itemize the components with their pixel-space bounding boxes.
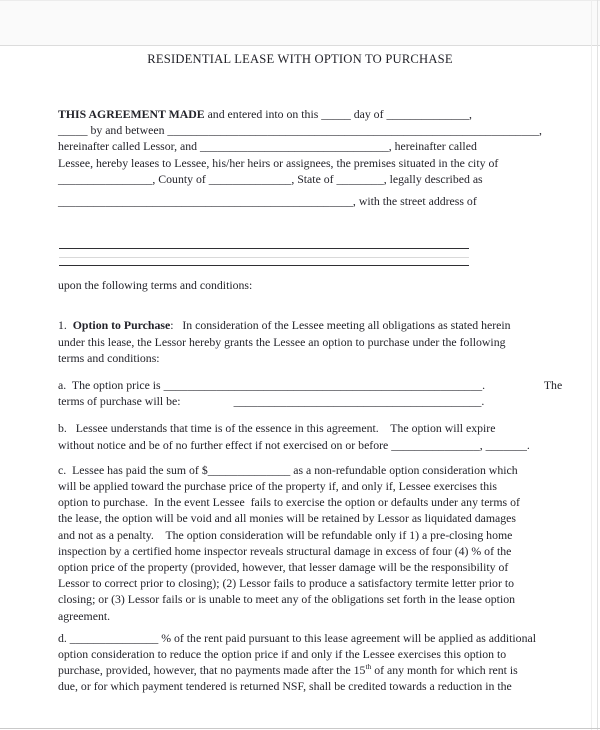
clause-d-line-post: of any month for which rent is: [371, 663, 518, 678]
intro-bold-lead: THIS AGREEMENT MADE: [58, 107, 205, 121]
address-blank-line: [59, 248, 469, 249]
clause-c-line: agreement.: [58, 608, 111, 623]
intro-line: ________________, County of ______________, State of ________, legally described as: [58, 171, 483, 186]
clause-c-line: the lease, the option will be void and all monies will be retained by Lessor as liquidated damages: [58, 511, 516, 526]
street-address-paragraph: [58, 193, 574, 209]
intro-paragraph: [58, 106, 574, 187]
clause-c-line: inspection by a certified home inspector reveals structural damage in excess of four (4) % of the: [58, 543, 512, 558]
clause-c-line: and not as a penalty. The option consideration will be refundable only if 1) a pre-closing home: [58, 527, 513, 542]
address-blank-line: [59, 265, 469, 266]
section-1-line-rest: : In consideration of the Lessee meeting all obligations as stated herein: [170, 318, 511, 333]
intro-line: _____ by and between _______________________________________________________________,: [58, 123, 542, 138]
clause-b-paragraph: [58, 420, 574, 452]
intro-line: hereinafter called Lessor, and ________________________________, hereinafter called: [58, 139, 477, 154]
clause-b-line: b. Lessee understands that time is of the essence in this agreement. The option will expire: [58, 421, 496, 436]
clause-c-line: c. Lessee has paid the sum of $______________ as a non-refundable option consideration which: [58, 462, 518, 477]
clause-c-line: closing; or (3) Lessor fails or is unable to meet any of the obligations set forth in the lease option: [58, 592, 516, 607]
intro-line: Lessee, hereby leases to Lessee, his/her heirs or assignees, the premises situated in the city of: [58, 155, 499, 170]
section-1-paragraph: [58, 317, 574, 366]
page-right-edge-line: [597, 0, 598, 730]
clause-c-line: will be applied toward the purchase price of the property if, and only if, Lessee exercises this: [58, 479, 497, 494]
clause-d-paragraph: [58, 630, 574, 695]
document-title: RESIDENTIAL LEASE WITH OPTION TO PURCHASE: [147, 52, 453, 66]
section-1-line: [58, 317, 574, 333]
clause-d-line: d. _______________ % of the rent paid pursuant to this lease agreement will be applied as additional: [58, 630, 536, 645]
section-number: 1.: [58, 318, 73, 333]
street-address-line: __________________________________________________, with the street address of: [58, 194, 477, 209]
section-1-line: under this lease, the Lessor hereby grants the Lessee an option to purchase under the following: [58, 334, 506, 349]
address-blank-line-faint: [59, 257, 469, 258]
clause-d-line: [58, 662, 574, 678]
superscript-th: th: [365, 662, 372, 672]
clause-d-line: due, or for which payment tendered is returned NSF, shall be credited towards a reduction in the: [58, 679, 512, 694]
section-1-line: terms and conditions:: [58, 350, 160, 365]
clause-c-line: option to purchase. In the event Lessee fails to exercise the option or defaults under any terms of: [58, 495, 520, 510]
page-bottom-border: [0, 728, 600, 729]
terms-intro-paragraph: [58, 277, 574, 293]
clause-d-line-pre: purchase, provided, however, that no payments made after the 15: [58, 663, 366, 678]
terms-intro-line: upon the following terms and conditions:: [58, 278, 253, 293]
clause-c-paragraph: [58, 462, 574, 624]
clause-c-line: option price of the property (provided, however, that lesser damage will be the responsibility of: [58, 560, 509, 575]
document-body: [58, 0, 574, 695]
page-right-edge-line: [591, 0, 592, 730]
clause-c-line: Lessor to correct prior to closing); (2) Lessor fails to produce a satisfactory termite letter prior to: [58, 576, 514, 591]
clause-a-line: terms of purchase will be: __________________________________________.: [58, 394, 485, 409]
clause-b-line: without notice and be of no further effect if not exercised on or before _______________, _______.: [58, 437, 530, 452]
section-heading: Option to Purchase: [72, 318, 171, 333]
clause-a-paragraph: [58, 377, 574, 409]
intro-line-rest: and entered into on this _____ day of ______________,: [204, 107, 472, 121]
intro-line: [58, 106, 574, 122]
clause-a-line: a. The option price is ______________________________________________________. The: [58, 378, 563, 393]
clause-d-line: option consideration to reduce the option price if and only if the Lessee exercises this option to: [58, 647, 507, 662]
